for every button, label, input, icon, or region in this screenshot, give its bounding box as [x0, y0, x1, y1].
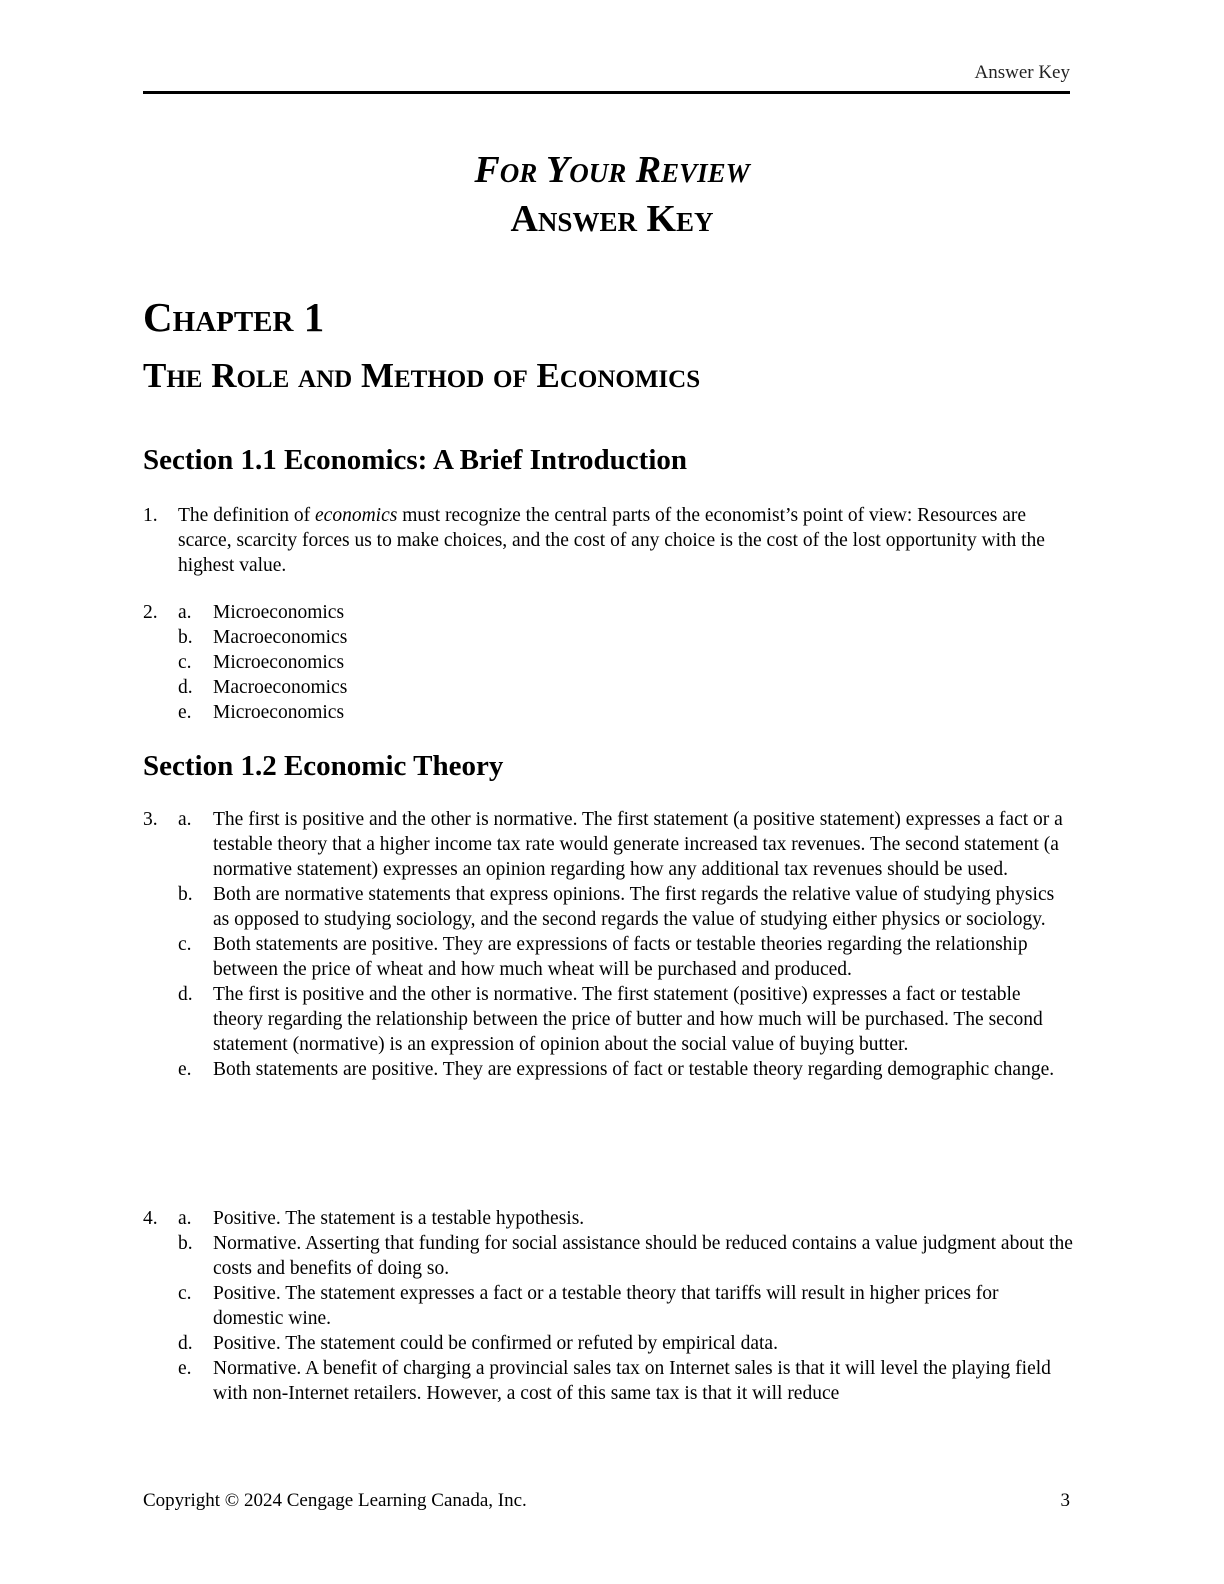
chapter-title: The Role and Method of Economics: [143, 356, 701, 395]
part-text: Both statements are positive. They are expressions of fact or testable theory regarding demographic change.: [213, 1059, 1055, 1080]
answer-part: [143, 1331, 1073, 1356]
question-text: [178, 503, 1073, 578]
header-rule: [143, 91, 1070, 94]
part-letter: c.: [178, 652, 192, 673]
document-title-line2: Answer Key: [510, 198, 714, 240]
part-letter: e.: [178, 1059, 192, 1080]
text-run: must recognize the central parts of the economist’s point of view: Resources are scarce, scarcity forces us to make choices, and the cost of any choice is the cost of the lost opportunity with the highest value.: [178, 505, 1045, 576]
part-text: The first is positive and the other is normative. The first statement (a positive statement) expresses a fact or a testable theory that a higher income tax rate would generate increased tax revenues. The second statement (a normative statement) expresses an opinion regarding how any additional tax revenues should be used.: [213, 809, 1063, 880]
answer-part: [143, 675, 1073, 700]
answer-part: [143, 807, 1073, 882]
question-number: 1.: [143, 505, 158, 526]
chapter-label: Chapter 1: [143, 294, 325, 340]
answer-part: [143, 982, 1073, 1057]
part-letter: a.: [178, 602, 192, 623]
part-letter: b.: [178, 884, 193, 905]
part-text: Microeconomics: [213, 602, 345, 623]
question-3: [143, 807, 1073, 1082]
part-text: Positive. The statement expresses a fact or a testable theory that tariffs will result in higher prices for domestic wine.: [213, 1283, 999, 1329]
part-text: Both are normative statements that express opinions. The first regards the relative value of studying physics as opposed to studying sociology, and the second regards the value of studying either physics or sociology.: [213, 884, 1055, 930]
document-title-line1: For Your Review: [474, 149, 750, 191]
part-letter: a.: [178, 1208, 192, 1229]
answer-part: [143, 1231, 1073, 1281]
answer-part: [143, 600, 1073, 625]
part-letter: c.: [178, 1283, 192, 1304]
page-number: 3: [1060, 1490, 1070, 1511]
question-number: 3.: [143, 809, 158, 830]
part-text: Both statements are positive. They are expressions of facts or testable theories regarding the relationship between the price of wheat and how much wheat will be purchased and produced.: [213, 934, 1028, 980]
part-letter: c.: [178, 934, 192, 955]
part-text: Positive. The statement is a testable hypothesis.: [213, 1208, 585, 1229]
question-2: [143, 600, 1073, 725]
part-text: Normative. A benefit of charging a provincial sales tax on Internet sales is that it will level the playing field with non-Internet retailers. However, a cost of this same tax is that it will reduce: [213, 1358, 1051, 1404]
part-letter: b.: [178, 1233, 193, 1254]
section-heading-1-2: Section 1.2 Economic Theory: [143, 750, 504, 782]
emphasized-term: economics: [315, 505, 398, 526]
answer-part: [143, 650, 1073, 675]
running-head: Answer Key: [974, 62, 1070, 83]
part-text: The first is positive and the other is normative. The first statement (positive) expresses a fact or testable theory regarding the relationship between the price of butter and how much will be purchased. The second statement (normative) is an expression of opinion about the social value of buying butter.: [213, 984, 1043, 1055]
question-4: [143, 1206, 1073, 1406]
part-text: Positive. The statement could be confirmed or refuted by empirical data.: [213, 1333, 778, 1354]
answer-part: [143, 1057, 1073, 1082]
question-1: [143, 503, 1073, 578]
answer-part: [143, 1356, 1073, 1406]
part-letter: b.: [178, 627, 193, 648]
answer-part: [143, 882, 1073, 932]
copyright-footer: Copyright © 2024 Cengage Learning Canada, Inc.: [143, 1490, 527, 1511]
part-text: Normative. Asserting that funding for social assistance should be reduced contains a value judgment about the costs and benefits of doing so.: [213, 1233, 1073, 1279]
section-heading-1-1: Section 1.1 Economics: A Brief Introduction: [143, 444, 688, 476]
text-run: The definition of: [178, 505, 316, 526]
answer-part: [143, 1281, 1073, 1331]
question-number: 4.: [143, 1208, 158, 1229]
part-text: Macroeconomics: [213, 677, 348, 698]
part-text: Microeconomics: [213, 702, 345, 723]
part-letter: e.: [178, 702, 192, 723]
answer-part: [143, 625, 1073, 650]
part-letter: a.: [178, 809, 192, 830]
question-number: 2.: [143, 602, 158, 623]
answer-part: [143, 1206, 1073, 1231]
part-letter: e.: [178, 1358, 192, 1379]
part-text: Macroeconomics: [213, 627, 348, 648]
answer-part: [143, 932, 1073, 982]
answer-part: [143, 700, 1073, 725]
part-letter: d.: [178, 1333, 193, 1354]
part-text: Microeconomics: [213, 652, 345, 673]
part-letter: d.: [178, 677, 193, 698]
part-letter: d.: [178, 984, 193, 1005]
